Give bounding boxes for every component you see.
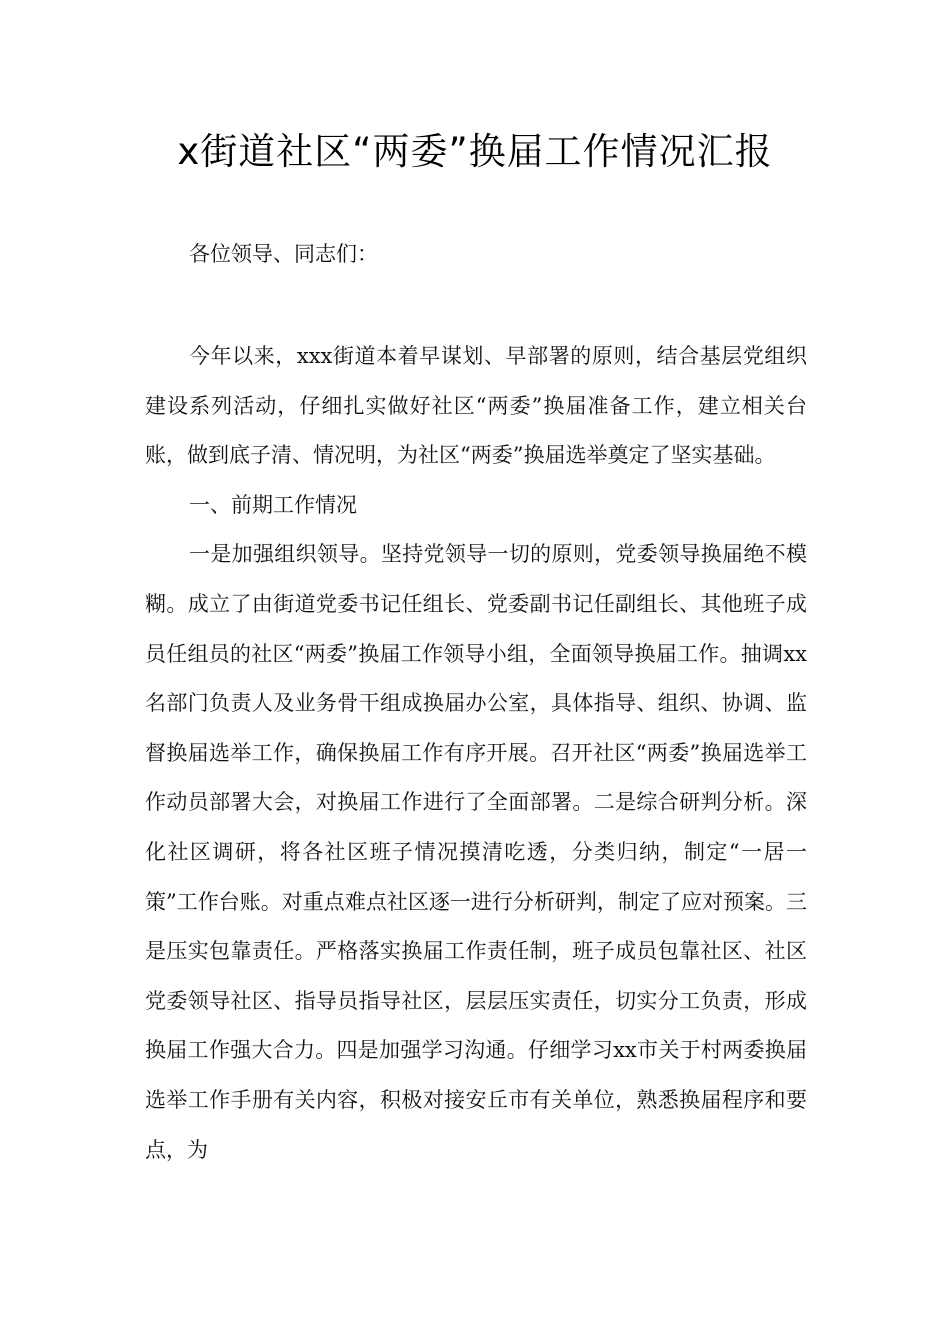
- paragraph-intro: 今年以来，xxx街道本着早谋划、早部署的原则，结合基层党组织建设系列活动，仔细扎实做好社区“两委”换届准备工作，建立相关台账，做到底子清、情况明，为社区“两委”换届选举奠定了坚实基础。: [145, 344, 807, 468]
- section-heading: 一、前期工作情况: [189, 492, 357, 517]
- salutation: 各位领导、同志们：: [189, 242, 378, 266]
- document-body: [145, 332, 807, 1175]
- document-title: x街道社区“两委”换届工作情况汇报: [177, 130, 773, 173]
- paragraph-work-details: 一是加强组织领导。坚持党领导一切的原则，党委领导换届绝不模糊。成立了由街道党委书记任组长、党委副书记任副组长、其他班子成员任组员的社区“两委”换届工作领导小组，全面领导换届工作。抽调xx名部门负责人及业务骨干组成换届办公室，具体指导、组织、协调、监督换届选举工作，确保换届工作有序开展。召开社区“两委”换届选举工作动员部署大会，对换届工作进行了全面部署。二是综合研判分析。深化社区调研，将各社区班子情况摸清吃透，分类归纳，制定“一居一策”工作台账。对重点难点社区逐一进行分析研判，制定了应对预案。三是压实包靠责任。严格落实换届工作责任制，班子成员包靠社区、社区党委领导社区、指导员指导社区，层层压实责任，切实分工负责，形成换届工作强大合力。四是加强学习沟通。仔细学习xx市关于村两委换届选举工作手册有关内容，积极对接安丘市有关单位，熟悉换届程序和要点，为: [145, 542, 807, 1162]
